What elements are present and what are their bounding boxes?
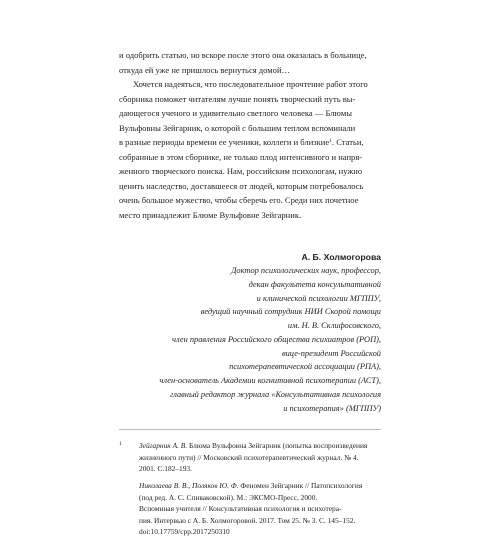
footnote-text: Вспоминая учителя // Консультативная психология и психотера- xyxy=(139,504,342,514)
footnote-entry xyxy=(139,440,381,475)
body-line: Хочется надеяться, что последовательное прочтение работ этого xyxy=(133,79,368,89)
footnote-line xyxy=(139,452,381,464)
affiliation-line: им. Н. В. Склифосовского, xyxy=(287,321,381,330)
footnote-text: Блюма Вульфовна Зейгарник (попытка воспроизведения xyxy=(187,441,368,451)
footnote-text: doi:10.17759/cpp.2017250310 xyxy=(139,527,230,537)
footnote-text: 2001. С.182–193. xyxy=(139,464,192,474)
footnote-line xyxy=(139,492,381,504)
author-affiliation xyxy=(119,264,381,415)
text-column xyxy=(119,48,381,538)
body-line: и одобрить статью, но вскоре после этого она оказалась в больнице, xyxy=(119,50,367,60)
affiliation-line: главный редактор журнала «Консультативная психология xyxy=(170,389,381,399)
footnote-text: Феномен Зейгарник // Патопсихология xyxy=(238,481,363,491)
body-paragraph-2 xyxy=(119,77,381,222)
footnote-entry xyxy=(139,480,381,538)
body-line: собранные в этом сборнике, не только плод интенсивного и напря- xyxy=(119,151,363,162)
footnote-line xyxy=(139,503,381,515)
footnote-line xyxy=(139,463,381,475)
footnote-author: Зейгарник А. В. xyxy=(139,441,188,451)
affiliation-line: Доктор психологических наук, профессор, xyxy=(231,266,381,275)
affiliation-line: декан факультета консультативной xyxy=(248,279,381,289)
affiliation-line: ведущий научный сотрудник НИИ Скорой помощи xyxy=(200,307,381,317)
body-line: откуда ей уже не пришлось вернуться домой… xyxy=(119,64,291,75)
footnotes-section xyxy=(119,440,381,538)
footnote-line xyxy=(139,440,381,452)
footnote-line xyxy=(139,480,381,492)
body-line: сборника поможет читателям лучше понять творческий путь вы- xyxy=(119,93,356,104)
body-line: ценить наследство, доставшееся от людей, которым потребовалось xyxy=(119,180,364,191)
footnote xyxy=(119,440,381,538)
affiliation-line: член правления Российского общества психиатров (РОП), xyxy=(172,334,381,344)
footnote-text: пия. Интервью с А. Б. Холмогоровой. 2017. Том 25. № 3. С. 145–152. xyxy=(139,515,356,525)
footnote-line xyxy=(139,526,381,538)
body-line-with-footnote xyxy=(119,135,381,150)
footnote-text: жизненного пути) // Московский психотерапевтический журнал. № 4. xyxy=(139,452,359,462)
body-line: дающегося ученого и удивительно светлого человека — Блюмы xyxy=(119,108,352,118)
affiliation-line: член-основатель Академии когнитивной психотерапии (АСТ), xyxy=(159,376,381,385)
footnote-text: (под ред. А. С. Спиваковской). М.: ЭКСМО-Пресс, 2000. xyxy=(139,492,318,502)
body-line: место принадлежит Блюме Вульфовне Зейгарник. xyxy=(119,209,302,220)
footnote-line xyxy=(139,515,381,527)
affiliation-line: и клинической психологии МГППУ, xyxy=(256,293,381,303)
footnote-reference: 1 xyxy=(329,138,332,144)
affiliation-line: вице-президент Российской xyxy=(281,348,381,358)
body-line-text: в разные периоды времени ее ученики, коллеги и близкие xyxy=(119,137,330,147)
body-line: Вульфовны Зейгарник, о которой с большим теплом вспоминали xyxy=(119,122,356,133)
body-paragraph-1 xyxy=(119,48,381,77)
author-name: А. Б. Холмогорова xyxy=(301,252,381,262)
body-line: очень большое мужество, чтобы сберечь его. Среди них почетное xyxy=(119,195,359,205)
body-line: женного творческого поиска. Нам, российским психологам, нужно xyxy=(119,166,363,176)
footnote-divider xyxy=(119,429,381,430)
affiliation-line: и психотерапия» (МГППУ) xyxy=(283,403,381,413)
affiliation-line: психотерапевтической ассоциации (РПА), xyxy=(229,362,381,372)
body-line-tail: . Статьи, xyxy=(331,137,364,147)
footnote-marker: 1 xyxy=(119,441,122,448)
footnote-author: Николаева В. В., Поляков Ю. Ф. xyxy=(139,481,239,491)
